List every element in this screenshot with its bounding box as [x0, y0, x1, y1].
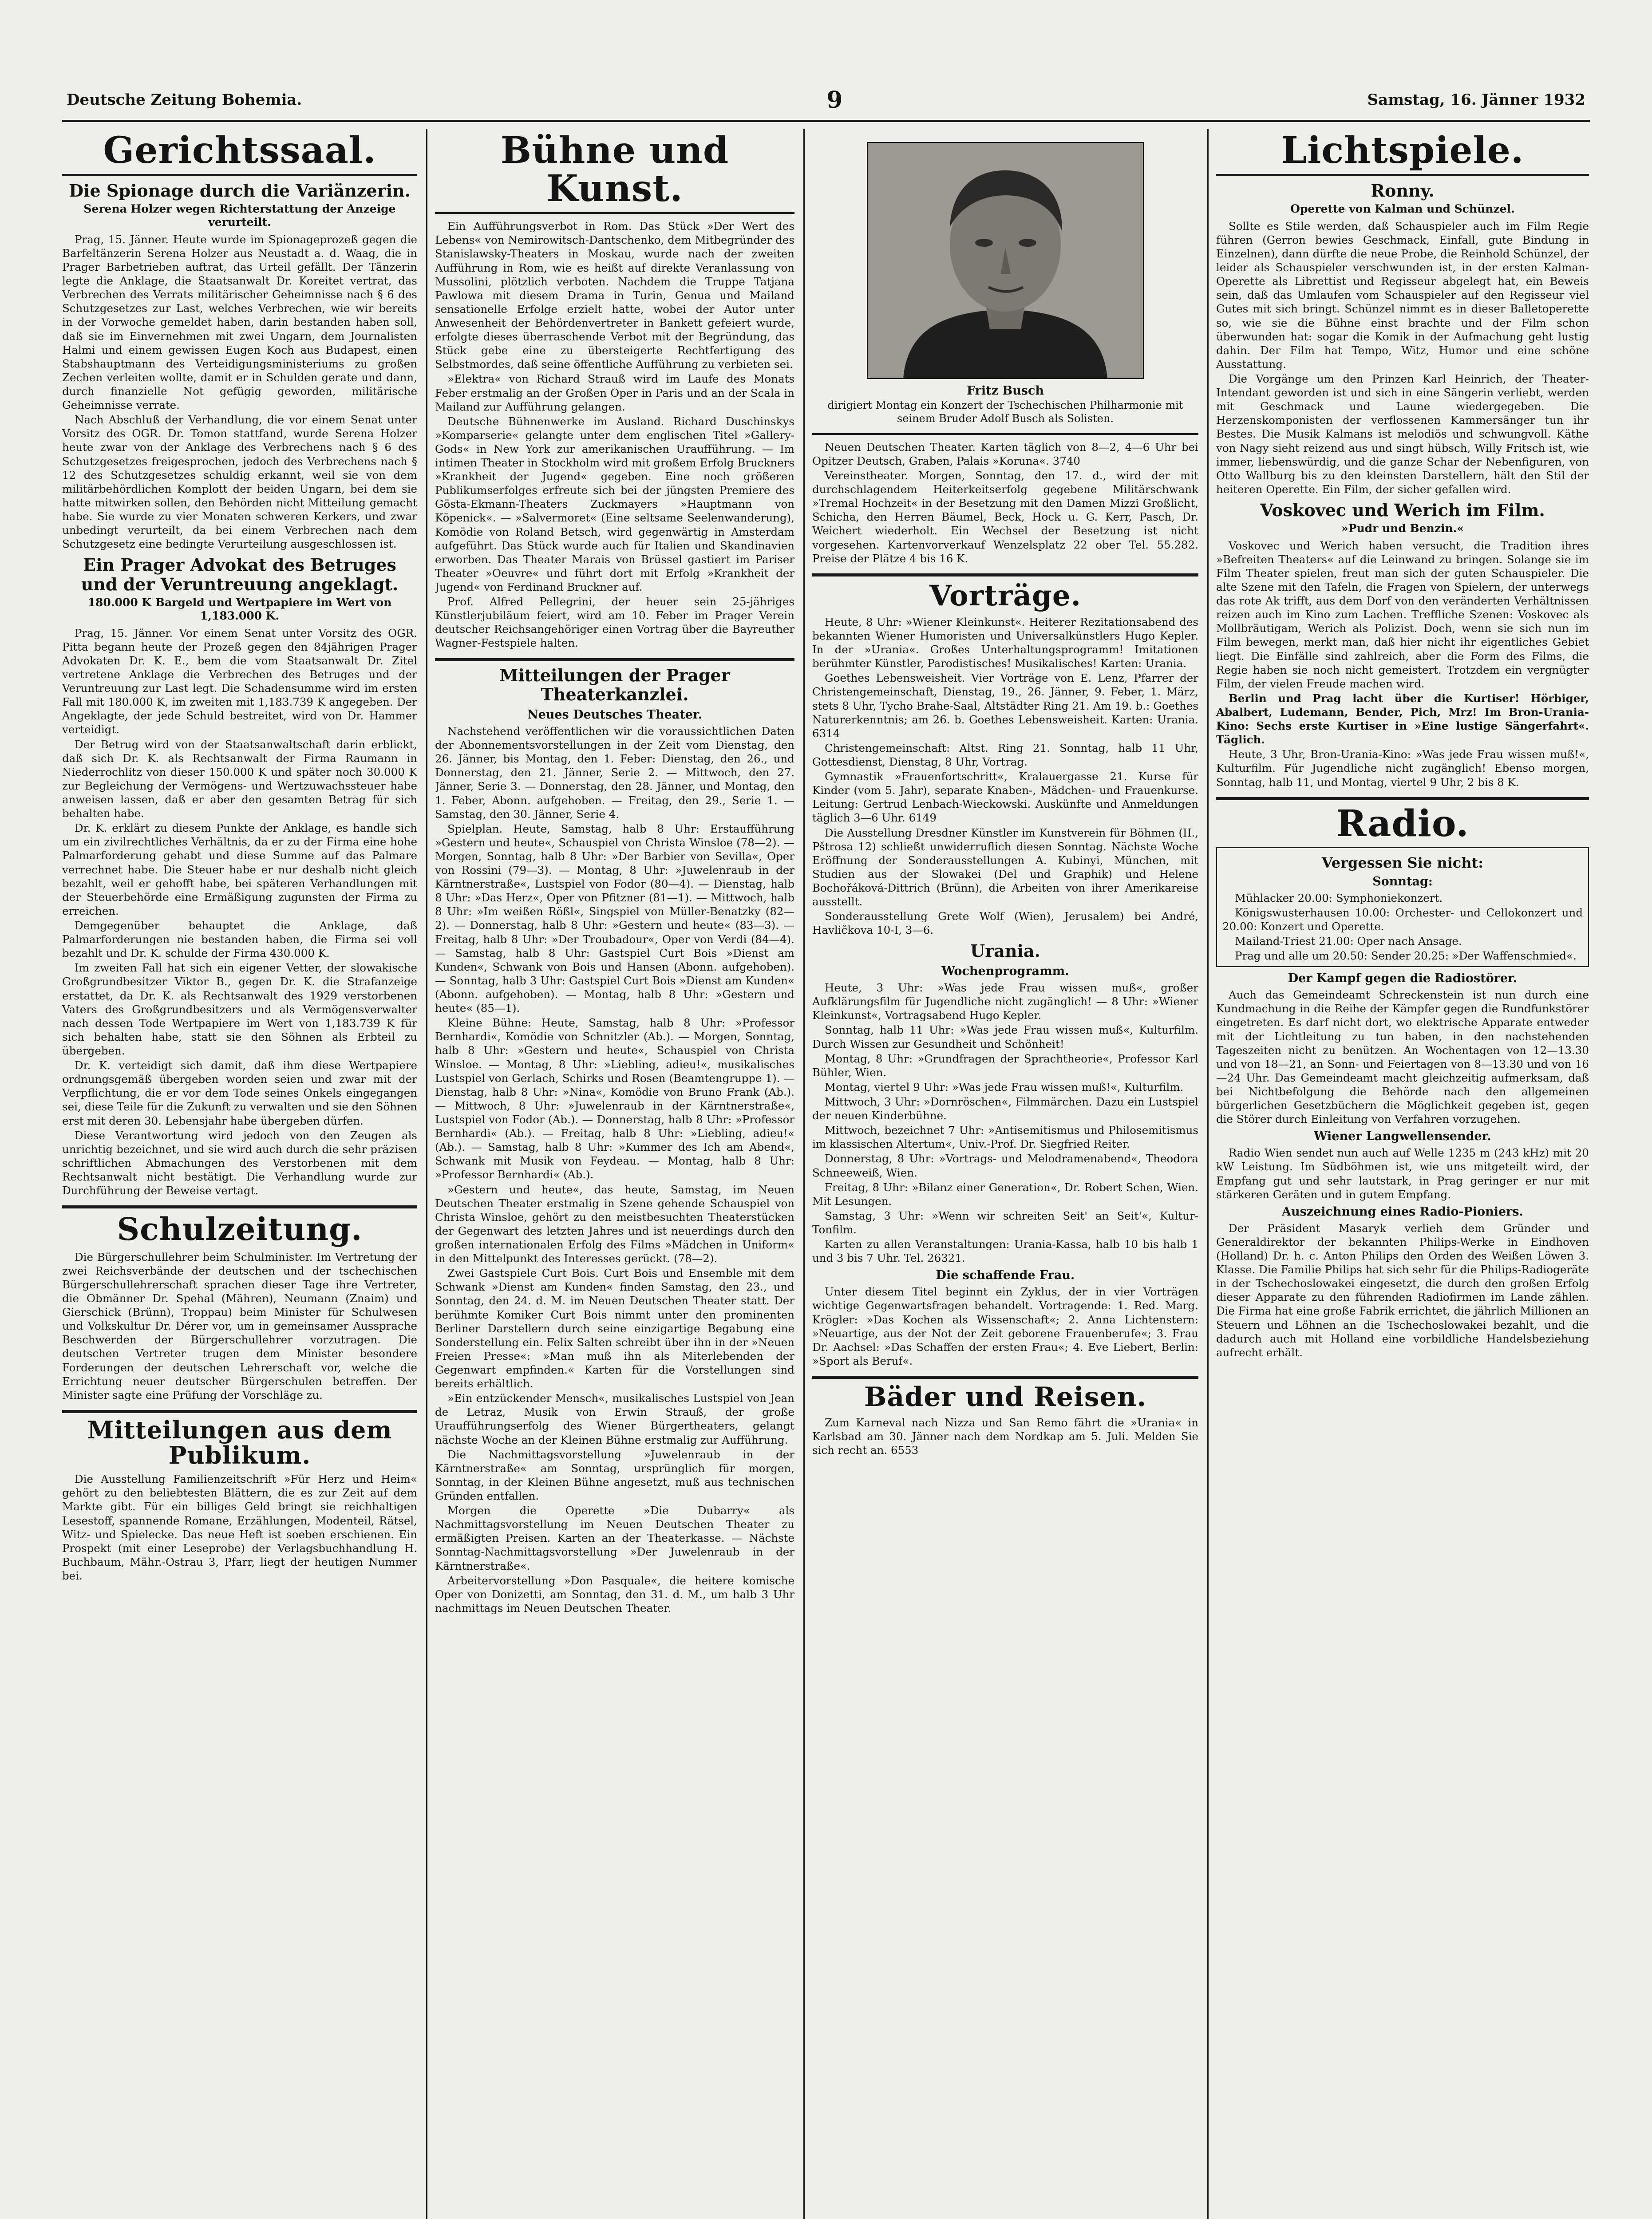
article-paragraph: Demgegenüber behauptet die Anklage, daß Palmarforderungen nie bestanden haben, die Firma sei voll bezahlt und Dr. K. schulde der Firma 430.000 K. — [62, 919, 417, 960]
article-paragraph: Voskovec und Werich haben versucht, die Tradition ihres »Befreiten Theaters« auf die Leinwand zu bringen. Solange sie im Film Theater spielen, freut man sich der guten Schauspieler. Die alte Szene mit den Tafeln, die Fragen von Spielern, der unterwegs das rote Ak trifft, aus dem Dorf von den veränderten Verhältnissen reizen auch im Kino zum Lachen. Treffliche Szenen: Voskovec als Mollbräutigam, Werich als Polizist. Doch, wenn sie sich nun im Film bewegen, merkt man, daß hier nicht ihr eigentliches Gebiet liegt. Die Einfälle sind zahlreich, aber die Form des Films, die Regie haben sie noch nicht gemeistert. Trotzdem ein vergnügter Film, der vielen Freude machen wird. — [1216, 539, 1589, 690]
article-paragraph: Dr. K. verteidigt sich damit, daß ihm diese Wertpapiere ordnungsgemäß übergeben worden seien und zwar mit der Verpflichtung, die er vor dem Tode seines Onkels eingegangen sei, diese Teile für die Zukunft zu verwalten und sie den Söhnen erst mit deren 30. Lebensjahr habe übergeben dürfen. — [62, 1059, 417, 1127]
page-header — [67, 84, 1585, 115]
article-paragraph: Zwei Gastspiele Curt Bois. Curt Bois und Ensemble mit dem Schwank »Dienst am Kunden« finden Samstag, den 23., und Sonntag, den 24. d. M. im Neuen Deutschen Theater statt. Der berühmte Komiker Curt Bois nimmt unter den prominenten Berliner Darstellern durch seine einzigartige Begabung eine Sonderstellung ein. Felix Salten schreibt über ihn in der »Neuen Freien Presse«: »Man muß ihn als Miterlebenden der Gegenwart empfinden.« Karten für die Vorstellungen sind bereits erhältlich. — [435, 1267, 794, 1390]
section-heading: Vorträge. — [929, 579, 1081, 612]
column-courtroom — [62, 129, 417, 2219]
article-subheadline: Wiener Langwellensender. — [1314, 1129, 1491, 1144]
article-paragraph: »Elektra« von Richard Strauß wird im Laufe des Monats Feber erstmalig an der Großen Oper in Paris und an der Scala in Mailand zur Aufführung gelangen. — [435, 372, 794, 413]
section-heading: Schulzeitung. — [117, 1211, 363, 1248]
section-rule — [1216, 797, 1589, 800]
article-paragraph: Neuen Deutschen Theater. Karten täglich von 8—2, 4—6 Uhr bei Opitzer Deutsch, Graben, Palais »Koruna«. 3740 — [812, 440, 1198, 467]
article-paragraph: Mailand-Triest 21.00: Oper nach Ansage. — [1235, 935, 1462, 948]
section-heading: Bühne und Kunst. — [500, 129, 729, 210]
article-paragraph: Nachstehend veröffentlichen wir die voraussichtlichen Daten der Abonnementsvorstellungen in der Zeit vom Dienstag, den 26. Jänner, bis Montag, den 1. Feber: Dienstag, den 26., und Donnerstag, den 21. Jänner, Serie 2. — Mittwoch, den 27. Jänner, Serie 3. — Donnerstag, den 28. Jänner, und Montag, den 1. Feber, Abonn. aufgehoben. — Freitag, den 29., Serie 1. — Samstag, den 30. Jänner, Serie 4. — [435, 724, 794, 821]
article-paragraph: Die Vorgänge um den Prinzen Karl Heinrich, der Theater-Intendant geworden ist und sich in eine Sängerin verliebt, werden mit Geschmack und Laune wiedergegeben. Die Herzenskomponisten der verflossenen Kammersänger tun ihr Bestes. Die Musik Kalmans ist melodiös und schwungvoll. Käthe von Nagy sieht reizend aus und singt hübsch, Willy Fritsch ist, wie immer, liebenswürdig, und die ganze Schar der Nebenfiguren, von Otto Wallburg bis zu den kleinsten Darstellern, hält den Stil der heiteren Operette. Ein Film, der sicher gefallen wird. — [1216, 372, 1589, 496]
column-divider — [1207, 129, 1209, 2219]
article-subheadline: Operette von Kalman und Schünzel. — [1290, 202, 1515, 215]
article-paragraph: Prag, 15. Jänner. Heute wurde im Spionageprozeß gegen die Barfeltänzerin Serena Holzer aus Neustadt a. d. Waag, die in Prager Barbetrieben auftrat, das Urteil gefällt. Der Tänzerin legte die Anklage, die Staatsanwalt Dr. Koreitet vertrat, das Verbrechen des Verrats militärischer Geheimnisse nach § 6 des Schutzgesetzes zur Last, welches Verbrechen, wie wir bereits in der Vorwoche gemeldet haben, darin bestanden haben soll, daß sie im Einvernehmen mit zwei Ungarn, dem Journalisten Halmi und einem gewissen Eugen Koch aus Budapest, einen Stabshauptmann des Verteidigungsministeriums zu großen Zechen verleiten wollte, damit er in Schulden gerate und dann, durch finanzielle Not gefügig geworden, militärische Geheimnisse verrate. — [62, 233, 417, 412]
article-subheadline: Auszeichnung eines Radio-Pioniers. — [1282, 1204, 1523, 1219]
section-heading: Radio. — [1336, 802, 1469, 845]
article-paragraph: Heute, 8 Uhr: »Wiener Kleinkunst«. Heiterer Rezitationsabend des bekannten Wiener Humoristen und Universalkünstlers Hugo Kepler. In der »Urania«. Großes Unterhaltungsprogramm! Imitationen berühmter Künstler, Parodistisches! Musikalisches! Karten: Urania. — [812, 615, 1198, 670]
article-paragraph: Die Ausstellung Dresdner Künstler im Kunstverein für Böhmen (II., Pštrosa 12) schließt unwiderruflich diesen Sonntag. Nächste Woche Eröffnung der Sonderausstellungen A. Kubinyi, München, mit Studien aus der Slowakei (Del und Graphik) und Helene Bochořáková-Dittrich (Brünn), die Arbeiten von ihrer Amerikareise ausstellt. — [812, 826, 1198, 908]
article-paragraph: Montag, viertel 9 Uhr: »Was jede Frau wissen muß!«, Kulturfilm. — [825, 1080, 1184, 1094]
column-lectures — [812, 129, 1198, 2219]
issue-date: Samstag, 16. Jänner 1932 — [1367, 91, 1585, 109]
article-paragraph: Ein Aufführungsverbot in Rom. Das Stück »Der Wert des Lebens« von Nemirowitsch-Dantschenko, dem Mitbegründer des Stanislawsky-Theaters in Moskau, wurde nach der zweiten Aufführung in Rom, wie es heißt auf direkte Veranlassung von Mussolini, plötzlich verboten. Nachdem die Truppe Tatjana Pawlowa mit diesem Drama in Turin, Genua und Mailand sensationelle Erfolge erzielt hatte, wobei der Autor unter Anwesenheit der Behördenvertreter in Bankett gefeiert wurde, erfolgte dieses überraschende Verbot mit der Begründung, das Stück gebe eine zu übersteigerte Rechtfertigung des Selbstmordes, daß seine öffentliche Aufführung zu verbieten sei. — [435, 220, 794, 371]
article-paragraph: Berlin und Prag lacht über die Kurtiser! Hörbiger, Abalbert, Ludemann, Bender, Pich, Mrz! Im Bron-Urania-Kino: Sechs erste Kurtiser in »Eine lustige Sängerfahrt«. Täglich. — [1216, 691, 1589, 746]
article-paragraph: Heute, 3 Uhr: »Was jede Frau wissen muß«, großer Aufklärungsfilm für Jugendliche nicht zugänglich! — 8 Uhr: »Wiener Kleinkunst«, Vortragsabend Hugo Kepler. — [812, 981, 1198, 1022]
article-headline: Ronny. — [1371, 181, 1435, 201]
section-rule — [62, 174, 417, 176]
radio-reminder-box — [1216, 847, 1589, 967]
photo-caption — [817, 383, 1194, 425]
page-number: 9 — [826, 86, 843, 114]
article-paragraph: Vereinstheater. Morgen, Sonntag, den 17. d., wird der mit durchschlagendem Heiterkeitserfolg gegebene Militärschwank »Tremal Hochzeit« in der Besetzung mit den Damen Mizzi Großlicht, Schicha, den Herren Bäumel, Beck, Hock u. G. Kerr, Pasch, Dr. Weichert wiederholt. Ein Wechsel der Besetzung ist nicht vorgesehen. Kartenvorverkauf Wenzelsplatz 22 ober Tel. 55.282. Preise der Plätze 4 bis 16 K. — [812, 469, 1198, 565]
section-rule — [62, 1205, 417, 1208]
article-headline: Mitteilungen der Prager Theaterkanzlei. — [499, 665, 730, 705]
article-paragraph: Prag und alle um 20.50: Sender 20.25: »Der Waffenschmied«. — [1235, 949, 1577, 963]
article-paragraph: Der Betrug wird von der Staatsanwaltschaft darin erblickt, daß sich Dr. K. als Rechtsanwalt der Firma Raumann in Niederrochlitz von dieser 150.000 K und später noch 30.000 K zur Begleichung der Vermögens- und Wertzuwachssteuer habe anweisen lassen, daß er aber den gesamten Betrag für sich behalten habe. — [62, 738, 417, 820]
column-divider — [426, 129, 427, 2219]
article-paragraph: Samstag, 3 Uhr: »Wenn wir schreiten Seit' an Seit'«, Kultur-Tonfilm. — [812, 1209, 1198, 1236]
portrait-photo — [867, 142, 1144, 379]
article-subheadline: Wochenprogramm. — [941, 964, 1069, 979]
article-paragraph: Zum Karneval nach Nizza und San Remo fährt die »Urania« in Karlsbad am 30. Jänner nach dem Nordkap am 5. Juli. Melden Sie sich recht an. 6553 — [812, 1416, 1198, 1457]
article-paragraph: Auch das Gemeindeamt Schreckenstein ist nun durch eine Kundmachung in die Reihe der Kämpfer gegen die Rundfunkstörer eingetreten. Es darf nicht dort, wo elektrische Apparate entweder mit der Lichtleitung zu tun haben, in den nachstehenden Tageszeiten nicht zu benützen. An Wochentagen von 12—13.30 und von 18—21, an Sonn- und Feiertagen von 8—13.30 und von 16—24 Uhr. Das Gemeindeamt macht gleichzeitig aufmerksam, daß bei Nichtbefolgung die Behörde nach den allgemeinen bürgerlichen Gesetzbüchern die Möglichkeit gegeben ist, gegen die Störer durch Einleitung von Verfahren vorzugehen. — [1216, 988, 1589, 1126]
article-paragraph: Prof. Alfred Pellegrini, der heuer sein 25-jähriges Künstlerjubiläum feiert, wird am 10. Feber im Prager Verein deutscher Reichsangehöriger einen Vortrag über die Bayreuther Wagner-Festspiele halten. — [435, 595, 794, 650]
section-heading: Gerichtssaal. — [103, 129, 376, 172]
article-paragraph: Spielplan. Heute, Samstag, halb 8 Uhr: Erstaufführung »Gestern und heute«, Schauspiel von Christa Winsloe (78—2). — Morgen, Sonntag, halb 8 Uhr: »Der Barbier von Sevilla«, Oper von Rossini (79—3). — Montag, 8 Uhr: »Juwelenraub in der Kärntnerstraße«, Lustspiel von Fodor (80—4). — Dienstag, halb 8 Uhr: »Das Herz«, Oper von Pfitzner (81—1). — Mittwoch, halb 8 Uhr: »Im weißen Rößl«, Singspiel von Müller-Benatzky (82—2). — Donnerstag, halb 8 Uhr: »Gestern und heute« (83—3). — Freitag, halb 8 Uhr: »Der Troubadour«, Oper von Verdi (84—4). — Samstag, halb 8 Uhr: Gastspiel Curt Bois »Dienst am Kunden«, Schwank von Bois und Hansen (Abonn. aufgehoben). — Sonntag, halb 3 Uhr: Gastspiel Curt Bois »Dienst am Kunden« (Abonn. aufgehoben). — Montag, halb 8 Uhr: »Gestern und heute« (85—1). — [435, 822, 794, 1015]
article-paragraph: Sonntag, halb 11 Uhr: »Was jede Frau wissen muß«, Kulturfilm. Durch Wissen zur Gesundheit und Schönheit! — [812, 1023, 1198, 1050]
article-paragraph: Gymnastik »Frauenfortschritt«, Kralauergasse 21. Kurse für Kinder (vom 5. Jahr), separate Knaben-, Mädchen- und Frauenkurse. Leitung: Gertrud Lenbach-Wieckowski. Auskünfte und Anmeldungen täglich 3—6 Uhr. 6149 — [812, 770, 1198, 825]
portrait-image — [868, 143, 1143, 378]
article-headline: Die Spionage durch die Variänzerin. — [69, 181, 411, 201]
article-headline: Voskovec und Werich im Film. — [1260, 500, 1545, 520]
article-subheadline: »Pudr und Benzin.« — [1341, 521, 1464, 535]
column-divider — [803, 129, 805, 2219]
header-rule — [62, 120, 1590, 122]
article-paragraph: Heute, 3 Uhr, Bron-Urania-Kino: »Was jede Frau wissen muß!«, Kulturfilm. Für Jugendliche nicht zugänglich! Ebenso morgen, Sonntag, halb 11, und Montag, viertel 9 Uhr, 2 bis 8 K. — [1216, 748, 1589, 789]
box-heading: Vergessen Sie nicht: — [1321, 854, 1484, 871]
article-paragraph: Sonderausstellung Grete Wolf (Wien), Jerusalem) bei André, Havličkova 10-I, 3—6. — [812, 910, 1198, 937]
section-rule — [435, 658, 794, 661]
article-subheadline: 180.000 K Bargeld und Wertpapiere im Wert von 1,183.000 K. — [87, 596, 392, 622]
article-paragraph: Die Bürgerschullehrer beim Schulminister. Im Vertretung der zwei Reichsverbände der deutschen und der tschechischen Bürgerschullehrerschaft sprachen dieser Tage ihre Vertreter, die Obmänner Dr. Spehal (Mähren), Neumann (Znaim) und Gierschick (Brünn), Troppau) beim Minister für Schulwesen und Volkskultur Dr. Dérer vor, um in gemeinsamer Aussprache Beschwerden der Bürgerschullehrer vorzutragen. Die deutschen Vertreter trugen dem Minister besondere Forderungen der deutschen Lehrerschaft vor, welche die Errichtung neuer deutscher Bürgerschulen betreffen. Der Minister sagte eine Prüfung der Vorschläge zu. — [62, 1250, 417, 1402]
article-paragraph: Mittwoch, bezeichnet 7 Uhr: »Antisemitismus und Philosemitismus im klassischen Altertum«, Univ.-Prof. Dr. Siegfried Reiter. — [812, 1124, 1198, 1151]
article-paragraph: Christengemeinschaft: Altst. Ring 21. Sonntag, halb 11 Uhr, Gottesdienst, Dienstag, 8 Uhr, Vortrag. — [812, 741, 1198, 769]
section-rule — [812, 1376, 1198, 1379]
article-paragraph: Dr. K. erklärt zu diesem Punkte der Anklage, es handle sich um ein zivilrechtliches Verhältnis, da er zu der Firma eine hohe Palmarforderung gehabt und diese Summe auf das Palmare verrechnet habe. Die Steuer habe er nur deshalb nicht gleich bezahlt, weil er gehofft habe, bei späteren Verhandlungen mit der Steuerbehörde eine Ermäßigung zugunsten der Firma zu erreichen. — [62, 821, 417, 917]
paper-name: Deutsche Zeitung Bohemia. — [67, 91, 302, 109]
article-subheadline: Der Kampf gegen die Radiostörer. — [1288, 971, 1518, 986]
section-rule — [62, 1410, 417, 1413]
article-paragraph: Goethes Lebensweisheit. Vier Vorträge von E. Lenz, Pfarrer der Christengemeinschaft, Dienstag, 19., 26. Jänner, 9. Feber, 1. März, stets 8 Uhr, Tycho Brahe-Saal, Altstädter Ring 21. Am 19. b.: Goethes Naturerkenntnis; am 26. b. Goethes Lebensweisheit. Karten: Urania. 6314 — [812, 671, 1198, 740]
article-paragraph: Diese Verantwortung wird jedoch von den Zeugen als unrichtig bezeichnet, und sie wird auch durch die sehr präzisen schriftlichen Abmachungen des Verstorbenen mit dem Rechtsanwalt nicht bestätigt. Die Verhandlung wurde zur Durchführung der Beweise vertagt. — [62, 1129, 417, 1197]
section-heading: Lichtspiele. — [1281, 129, 1524, 172]
column-stage-arts — [435, 129, 794, 2219]
article-paragraph: Unter diesem Titel beginnt ein Zyklus, der in vier Vorträgen wichtige Gegenwartsfragen behandelt. Vortragende: 1. Red. Marg. Krögler: »Das Kochen als Wissenschaft«; 2. Anna Lichtenstern: »Neuartige, aus der Not der Zeit geborene Frauenberufe«; 3. Frau Dr. Aachsel: »Das Schaffen der ersten Frau«; 4. Eve Liebert, Berlin: »Sport als Beruf«. — [812, 1285, 1198, 1367]
article-subheadline: Serena Holzer wegen Richterstattung der Anzeige verurteilt. — [83, 202, 396, 229]
article-paragraph: Sollte es Stile werden, daß Schauspieler auch im Film Regie führen (Gerron bewies Geschmack, Einfall, gute Bindung in Einzelnen), dann dürfte die neue Probe, die Reinhold Schünzel, der leider als Schauspieler verschwunden ist, in der ersten Kalman-Operette als Librettist und Regisseur abgelegt hat, ein Beweis sein, daß das Umlaufen vom Schauspieler auf den Regisseur viel Gutes mit sich bringt. Schünzel nimmt es in dieser Balletoperette so, wie sie die Bühne einst brachte und der Film schon überwunden hat: sogar die Komik in der Aufmachung geht lustig dahin. Der Film hat Tempo, Witz, Humor und eine schöne Ausstattung. — [1216, 219, 1589, 371]
article-paragraph: Nach Abschluß der Verhandlung, die vor einem Senat unter Vorsitz des OGR. Dr. Tomon stattfand, wurde Serena Holzer heute zwar von der Anklage des Verbrechens nach § 6 des Schutzgesetzes freigesprochen, jedoch des Verbrechens nach § 12 des Schutzgesetzes schuldig erkannt, weil sie von dem militärbehördlichen Komplott der beiden Ungarn, bei dem sie hatte mitwirken sollen, den Behörden nicht Mitteilung gemacht habe. Sie wurde zu vier Monaten schweren Kerkers, und zwar unbedingt verurteilt, da bei einem Verbrechen nach dem Schutzgesetz eine bedingte Verurteilung ausgeschlossen ist. — [62, 413, 417, 551]
article-paragraph: Im zweiten Fall hat sich ein eigener Vetter, der slowakische Großgrundbesitzer Viktor B., gegen Dr. K. die Strafanzeige erstattet, da Dr. K. als Rechtsanwalt des 1929 verstorbenen Vaters des Großgrundbesitzers und als Vermögensverwalter nach dessen Tode Wertpapiere im Wert von 1,183.739 K für sich behalten habe, statt sie den Söhnen als Erbteil zu übergeben. — [62, 961, 417, 1057]
article-paragraph: Die Ausstellung Familienzeitschrift »Für Herz und Heim« gehört zu den beliebtesten Blättern, die es zur Zeit auf dem Markte gibt. Für ein billiges Geld bringt sie reichhaltigen Lesestoff, spannende Romane, Erzählungen, Modenteil, Rätsel, Witz- und Spielecke. Das neue Heft ist soeben erschienen. Ein Prospekt (mit einer Leseprobe) der Verlagsbuchhandlung H. Buchbaum, Mähr.-Ostrau 3, Pfarr, liegt der heutigen Nummer bei. — [62, 1473, 417, 1582]
section-rule — [435, 212, 794, 214]
article-paragraph: Kleine Bühne: Heute, Samstag, halb 8 Uhr: »Professor Bernhardi«, Komödie von Schnitzler (Ab.). — Morgen, Sonntag, halb 8 Uhr: »Gestern und heute«, Schauspiel von Christa Winsloe. — Montag, 8 Uhr: »Liebling, adieu!«, musikalisches Lustspiel von Gerlach, Schirks und Rosen (Beamtengruppe 1). — Dienstag, halb 8 Uhr: »Nina«, Komödie von Bruno Frank (Ab.). — Mittwoch, 8 Uhr: »Juwelenraub in der Kärntnerstraße«, Lustspiel von Fodor (Ab.). — Donnerstag, halb 8 Uhr: »Professor Bernhardi« (Ab.). — Freitag, halb 8 Uhr: »Liebling, adieu!« (Ab.). — Samstag, halb 8 Uhr: »Kummer des Ich am Abend«, Schwank mit Musik von Feydeau. — Montag, halb 8 Uhr: »Professor Bernhardi« (Ab.). — [435, 1016, 794, 1181]
section-rule — [1216, 174, 1589, 176]
article-paragraph: Karten zu allen Veranstaltungen: Urania-Kassa, halb 10 bis halb 1 und 3 bis 7 Uhr. Tel. 26321. — [812, 1238, 1198, 1265]
article-paragraph: Mühlacker 20.00: Symphoniekonzert. — [1235, 891, 1443, 904]
article-paragraph: Prag, 15. Jänner. Vor einem Senat unter Vorsitz des OGR. Pitta begann heute der Prozeß gegen den 84jährigen Prager Advokaten Dr. K. E., bem die vom Staatsanwalt Dr. Zitel vertretene Anklage die Verbrechen des Betruges und der Veruntreuung zur Last legt. Die Schadensumme wird im ersten Fall mit 180.000 K, im zweiten mit 1,183.739 K angegeben. Der Angeklagte, der jede Schuld bestreitet, wird von Dr. Hammer verteidigt. — [62, 626, 417, 736]
article-headline: Ein Prager Advokat des Betruges und der Veruntreuung angeklagt. — [81, 555, 399, 594]
article-subheadline: Neues Deutsches Theater. — [527, 707, 703, 722]
article-paragraph: Mittwoch, 3 Uhr: »Dornröschen«, Filmmärchen. Dazu ein Lustspiel der neuen Kinderbühne. — [812, 1095, 1198, 1122]
caption-name: Fritz Busch — [966, 384, 1044, 398]
article-paragraph: Der Präsident Masaryk verlieh dem Gründer und Generaldirektor der bekannten Philips-Werke in Eindhoven (Holland) Dr. h. c. Anton Philips den Orden des Weißen Löwen 3. Klasse. Die Familie Philips hat sich sehr für die Philips-Radiogeräte in der Tschechoslowakei eingesetzt, die durch den großen Erfolg dieser Apparate zu den führenden Radiofirmen im Lande zählen. Die Firma hat eine große Fabrik errichtet, die jährlich Millionen an Steuern und Löhnen an die Tschechoslowakei bezahlt, und die dadurch auch mit Holland eine vorbildliche Handelsbeziehung aufrecht erhält. — [1216, 1221, 1589, 1359]
article-subheadline: Die schaffende Frau. — [936, 1268, 1075, 1283]
article-paragraph: Königswusterhausen 10.00: Orchester- und Cellokonzert und 20.00: Konzert und Operette. — [1222, 906, 1583, 933]
section-rule — [812, 433, 1198, 435]
box-subheading: Sonntag: — [1372, 874, 1433, 888]
section-heading: Mitteilungen aus dem Publikum. — [87, 1415, 392, 1469]
article-paragraph: Arbeitervorstellung »Don Pasquale«, die heitere komische Oper von Donizetti, am Sonntag, den 31. d. M., um halb 3 Uhr nachmittags im Neuen Deutschen Theater. — [435, 1574, 794, 1615]
article-paragraph: Morgen die Operette »Die Dubarry« als Nachmittagsvorstellung im Neuen Deutschen Theater zu ermäßigten Preisen. Karten an der Theaterkasse. — Nächste Sonntag-Nachmittagsvorstellung »Der Juwelenraub in der Kärntnerstraße«. — [435, 1504, 794, 1572]
column-cinema-radio — [1216, 129, 1589, 2219]
article-paragraph: Deutsche Bühnenwerke im Ausland. Richard Duschinskys »Komparserie« gelangte unter dem englischen Titel »Gallery-Gods« in New York zur amerikanischen Uraufführung. — Im intimen Theater in Stockholm wird mit großem Erfolg Bruckners »Krankheit der Jugend« gegeben. Eine noch größeren Publikumserfolges erfreute sich bei der jüngsten Premiere des Gösta-Ekmann-Theaters Zuckmayers »Hauptmann von Köpenick«. — »Salvermoret« (Eine seltsame Seelenwanderung), Komödie von Roland Betsch, wird gegenwärtig in Amsterdam aufgeführt. Das Stück wurde auch für Italien und Skandinavien erworben. Das Theater Marais von Brüssel gastiert im Pariser Theater »Oeuvre« und führt dort mit Erfolg »Krankheit der Jugend« von Ferdinand Bruckner auf. — [435, 415, 794, 594]
section-rule — [812, 573, 1198, 576]
article-paragraph: Freitag, 8 Uhr: »Bilanz einer Generation«, Dr. Robert Schen, Wien. Mit Lesungen. — [812, 1181, 1198, 1208]
caption-text: dirigiert Montag ein Konzert der Tschechischen Philharmonie mit seinem Bruder Adolf Busch als Solisten. — [827, 399, 1183, 425]
section-heading: Bäder und Reisen. — [864, 1381, 1147, 1413]
article-headline: Urania. — [970, 941, 1040, 961]
article-paragraph: »Ein entzückender Mensch«, musikalisches Lustspiel von Jean de Letraz, Musik von Erwin Strauß, der große Uraufführungserfolg des Wiener Bürgertheaters, gelangt nächste Woche an der Kleinen Bühne erstmalig zur Aufführung. — [435, 1392, 794, 1446]
article-paragraph: Radio Wien sendet nun auch auf Welle 1235 m (243 kHz) mit 20 kW Leistung. Im Südböhmen ist, wie uns mitgeteilt wird, der Empfang gut und sehr lautstark, in Prag geringer er nur mit stärkeren Geräten und in gutem Empfang. — [1216, 1146, 1589, 1201]
article-paragraph: Die Nachmittagsvorstellung »Juwelenraub in der Kärntnerstraße« am Sonntag, ursprünglich für morgen, Sonntag, in der Kleinen Bühne angesetzt, muß aus technischen Gründen entfallen. — [435, 1448, 794, 1502]
article-paragraph: Donnerstag, 8 Uhr: »Vortrags- und Melodramenabend«, Theodora Schneeweiß, Wien. — [812, 1152, 1198, 1179]
article-paragraph: »Gestern und heute«, das heute, Samstag, im Neuen Deutschen Theater erstmalig in Szene gehende Schauspiel von Christa Winsloe, gehört zu den meistbesuchten Theaterstücken der Gegenwart des letzten Jahres und ist neuerdings durch den großen internationalen Erfolg des Films »Mädchen in Uniform« in den Mittelpunkt des Interesses gerückt. (78—2). — [435, 1183, 794, 1265]
article-paragraph: Montag, 8 Uhr: »Grundfragen der Sprachtheorie«, Professor Karl Bühler, Wien. — [812, 1052, 1198, 1079]
